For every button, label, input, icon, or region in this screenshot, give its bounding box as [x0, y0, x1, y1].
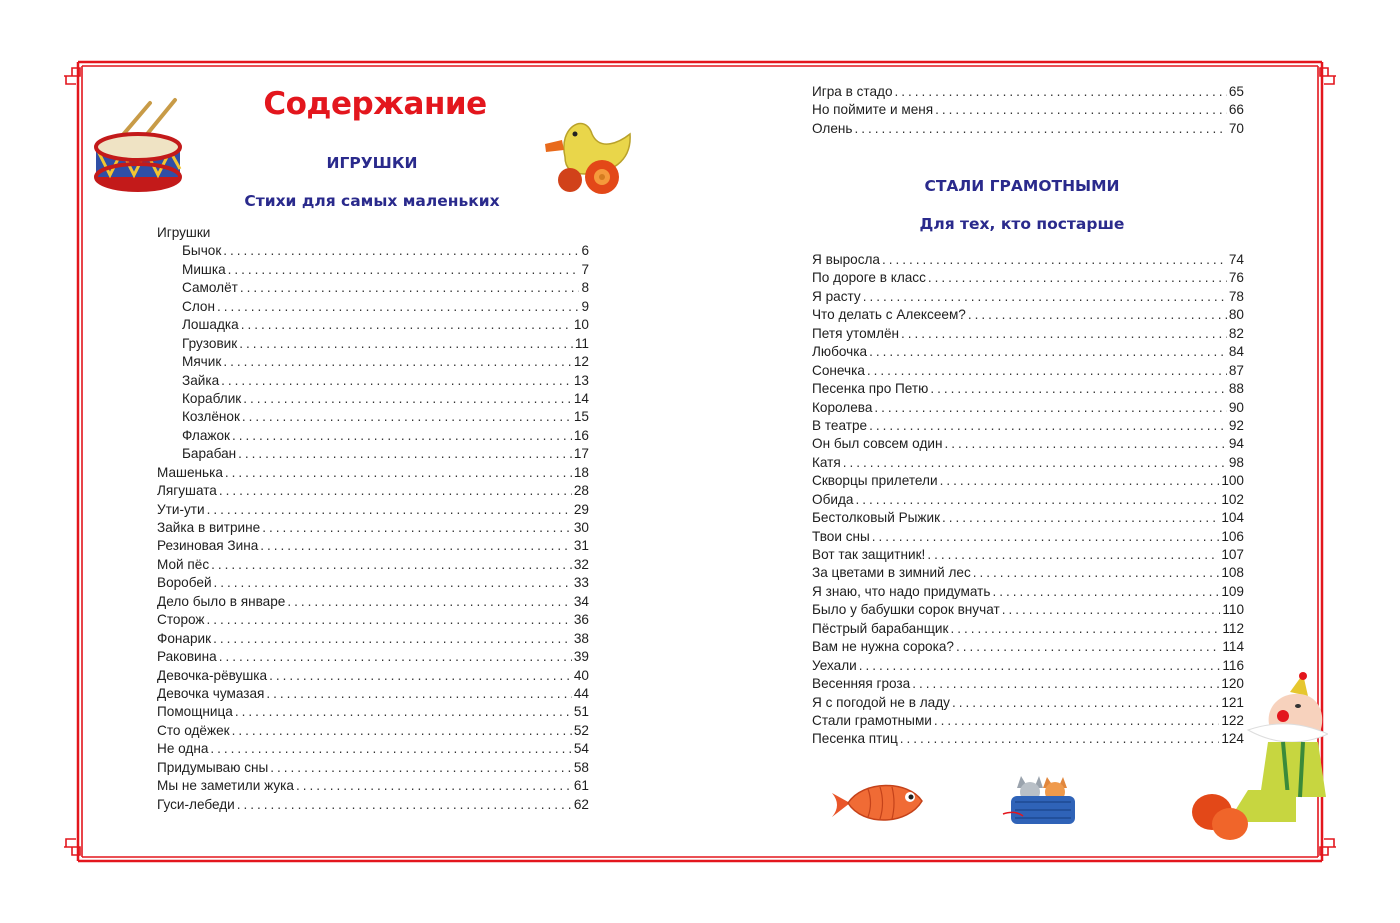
toc-entry-page: 58	[573, 759, 589, 775]
toc-dot-leader	[242, 408, 572, 426]
toc-entry-page: 8	[581, 280, 589, 296]
toc-entry-page: 30	[573, 520, 589, 535]
toc-entry-title: Но поймите и меня	[812, 102, 934, 118]
toc-entry-title: Вот так защитник!	[812, 547, 926, 562]
toc-entry-page: 32	[573, 556, 589, 572]
toc-dot-leader	[867, 362, 1227, 380]
toc-entry-title: Катя	[812, 454, 841, 470]
toc-dot-leader	[935, 101, 1227, 119]
toc-entry-page: 52	[573, 722, 589, 738]
toc-entry-title: Бычок	[182, 243, 222, 259]
toc-dot-leader	[901, 325, 1227, 343]
toc-entry-page: 44	[573, 685, 589, 701]
toc-dot-leader	[882, 251, 1227, 269]
toc-entry-title: Я выросла	[812, 252, 880, 267]
toc-entry	[157, 703, 589, 721]
section-subtitle-toys: Стихи для самых маленьких	[244, 192, 500, 210]
toc-entry-title: В театре	[812, 417, 868, 433]
toc-entry	[812, 528, 1244, 546]
toc-entry	[157, 427, 589, 445]
toc-dot-leader	[950, 620, 1220, 638]
toc-entry-title: Кораблик	[182, 390, 242, 406]
toc-entry-page: 102	[1221, 491, 1244, 507]
toc-entry-page: 70	[1228, 120, 1244, 136]
toc-entry-page: 33	[573, 575, 589, 591]
toc-entry-title: Он был совсем один	[812, 436, 943, 452]
toc-dot-leader	[262, 519, 572, 537]
toc-entry-page: 88	[1228, 381, 1244, 397]
toc-entry-page: 34	[573, 593, 589, 609]
toc-entry	[157, 740, 589, 758]
toc-entry-title: Твои сны	[812, 528, 870, 544]
toc-entry	[157, 537, 589, 555]
toc-entry	[157, 316, 589, 334]
toc-entry-page: 110	[1222, 602, 1244, 618]
cats-in-basket-icon	[995, 770, 1085, 825]
toc-entry-title: Машенька	[157, 464, 223, 480]
toc-entry	[812, 435, 1244, 453]
toc-dot-leader	[225, 464, 572, 482]
toc-dot-leader	[928, 269, 1227, 287]
toc-entry-page: 29	[573, 501, 589, 517]
toc-dot-leader	[940, 472, 1220, 490]
toc-entry	[812, 417, 1244, 435]
toc-entry	[157, 519, 589, 537]
section-title-literate: СТАЛИ ГРАМОТНЫМИ	[924, 177, 1120, 195]
toc-entry-title: Зайка в витрине	[157, 520, 261, 535]
toc-entry-title: Лошадка	[182, 317, 239, 333]
toc-entry-title: Резиновая Зина	[157, 538, 259, 554]
toc-entry-page: 92	[1228, 417, 1244, 433]
toc-entry	[812, 657, 1244, 675]
toc-dot-leader	[973, 564, 1220, 582]
toc-entry	[157, 261, 589, 279]
toc-entry	[157, 390, 589, 408]
toc-entry	[157, 759, 589, 777]
toc-entry-title: Мой пёс	[157, 556, 210, 572]
toc-entry-page: 65	[1228, 84, 1244, 99]
toc-entry	[812, 288, 1244, 306]
toc-entry-page: 39	[573, 649, 589, 665]
toc-entry	[812, 564, 1244, 582]
toc-dot-leader	[855, 491, 1219, 509]
toc-entry-page: 76	[1228, 270, 1244, 286]
toc-entry-page: 112	[1222, 620, 1244, 636]
toc-entry-page: 66	[1228, 102, 1244, 118]
toc-entry	[812, 362, 1244, 380]
toc-entry	[157, 796, 589, 814]
toc-entry	[157, 279, 589, 297]
toc-group-heading: Игрушки	[157, 225, 211, 240]
toc-entry-page: 7	[581, 261, 589, 277]
toc-entry-title: Уехали	[812, 657, 857, 673]
toc-entry-title: Грузовик	[182, 335, 238, 351]
toc-entry-title: Бестолковый Рыжик	[812, 510, 941, 526]
toc-entry-page: 122	[1221, 712, 1244, 728]
toc-entry-title: Сторож	[157, 612, 205, 628]
toc-entry-title: Было у бабушки сорок внучат	[812, 602, 1000, 618]
toc-entry-page: 40	[573, 667, 589, 683]
toc-entry-page: 31	[573, 538, 589, 554]
toc-entry-title: Сто одёжек	[157, 722, 230, 738]
toc-dot-leader	[228, 261, 580, 279]
toc-entry-title: Я с погодой не в ладу	[812, 694, 950, 710]
toc-entry	[157, 353, 589, 371]
toc-dot-leader	[213, 630, 572, 648]
toc-dot-leader	[235, 703, 572, 721]
toc-dot-leader	[270, 759, 572, 777]
toc-entry-page: 10	[573, 317, 589, 333]
toc-entry	[812, 675, 1244, 693]
toc-entry-page: 16	[573, 427, 589, 443]
toc-entry-page: 116	[1222, 657, 1244, 673]
toc-entry	[157, 408, 589, 426]
toc-entry-title: Фонарик	[157, 630, 212, 646]
toc-entry-title: Воробей	[157, 575, 212, 591]
toc-dot-leader	[221, 372, 572, 390]
toc-dot-leader	[219, 482, 572, 500]
toc-dot-leader	[232, 722, 572, 740]
toc-entry-title: Лягушата	[157, 483, 217, 499]
toc-entry-title: Не одна	[157, 741, 209, 757]
toc-dot-leader	[912, 675, 1219, 693]
toc-dot-leader	[869, 343, 1227, 361]
toc-entry	[812, 694, 1244, 712]
toc-entry	[157, 335, 589, 353]
toc-entry-title: Песенка птиц	[812, 731, 898, 747]
toc-entry	[157, 611, 589, 629]
toc-dot-leader	[243, 390, 572, 408]
toc-right-top	[812, 83, 1244, 138]
toc-entry-page: 82	[1228, 325, 1244, 341]
drum-icon	[90, 95, 185, 195]
toc-entry	[157, 556, 589, 574]
toc-dot-leader	[287, 593, 572, 611]
toc-dot-leader	[930, 380, 1227, 398]
toc-dot-leader	[942, 509, 1219, 527]
toc-entry	[812, 120, 1244, 138]
toc-entry-page: 17	[573, 446, 589, 462]
toc-entry-page: 124	[1221, 731, 1244, 747]
toc-entry-title: Гуси-лебеди	[157, 796, 235, 812]
toc-entry-title: Помощница	[157, 704, 233, 720]
toc-entry-title: Олень	[812, 120, 853, 136]
toc-entry-title: Обида	[812, 491, 854, 507]
toc-entry-page: 14	[573, 390, 589, 406]
toc-entry	[812, 399, 1244, 417]
toc-dot-leader	[296, 777, 572, 795]
toc-dot-leader	[869, 417, 1227, 435]
toc-entry	[157, 722, 589, 740]
toc-dot-leader	[237, 796, 572, 814]
toc-entry	[157, 630, 589, 648]
toc-entry-title: Раковина	[157, 649, 217, 665]
toc-entry-page: 28	[573, 483, 589, 499]
toc-entry-page: 6	[581, 243, 589, 259]
toc-entry	[157, 445, 589, 463]
toc-entry	[157, 777, 589, 795]
toc-right	[812, 251, 1244, 749]
toc-dot-leader	[217, 298, 579, 316]
toc-entry-page: 61	[573, 778, 589, 794]
toc-entry	[812, 620, 1244, 638]
toc-dot-leader	[239, 335, 573, 353]
toc-entry-title: Петя утомлён	[812, 325, 900, 341]
toc-entry	[812, 380, 1244, 398]
page-title: Содержание	[263, 86, 487, 122]
toc-entry-title: Девочка чумазая	[157, 685, 265, 701]
toc-dot-leader	[843, 454, 1227, 472]
toc-left	[157, 224, 589, 814]
toc-entry	[157, 464, 589, 482]
toc-entry	[812, 601, 1244, 619]
toc-dot-leader	[859, 657, 1221, 675]
toc-entry	[157, 372, 589, 390]
toc-entry-title: Игра в стадо	[812, 84, 893, 99]
toc-entry	[812, 269, 1244, 287]
toc-dot-leader	[956, 638, 1220, 656]
toc-entry	[812, 454, 1244, 472]
toc-dot-leader	[240, 279, 580, 297]
toc-entry	[812, 583, 1244, 601]
toc-entry	[812, 83, 1244, 101]
toc-entry	[812, 730, 1244, 748]
toc-entry-title: Зайка	[182, 372, 220, 388]
toc-entry-title: Ути-ути	[157, 501, 205, 517]
toc-entry	[157, 685, 589, 703]
toc-entry	[157, 298, 589, 316]
toc-dot-leader	[968, 306, 1227, 324]
toc-entry-title: Слон	[182, 298, 215, 314]
toc-entry-title: Песенка про Петю	[812, 381, 929, 397]
toc-entry-title: Придумываю сны	[157, 759, 269, 775]
toc-dot-leader	[223, 242, 579, 260]
toc-entry	[157, 574, 589, 592]
toc-entry	[812, 101, 1244, 119]
toc-dot-leader	[266, 685, 571, 703]
toc-entry-title: За цветами в зимний лес	[812, 565, 971, 581]
toc-entry-title: Мишка	[182, 261, 226, 277]
toc-entry	[157, 667, 589, 685]
toc-dot-leader	[207, 501, 572, 519]
toc-dot-leader	[952, 694, 1219, 712]
toc-entry-title: Флажок	[182, 427, 230, 443]
toc-entry-page: 12	[573, 354, 589, 370]
toc-entry	[812, 472, 1244, 490]
toc-entry-title: Я знаю, что надо придумать	[812, 583, 991, 599]
toc-entry-page: 36	[573, 612, 589, 628]
toc-entry	[812, 306, 1244, 324]
toc-entry-page: 84	[1228, 344, 1244, 360]
fish-toy-icon	[828, 775, 928, 830]
toc-entry-title: Любочка	[812, 344, 868, 360]
toc-entry-page: 15	[573, 409, 589, 425]
toc-entry-page: 100	[1221, 473, 1244, 489]
toc-entry	[157, 242, 589, 260]
toc-entry	[157, 482, 589, 500]
toc-entry-title: Что делать с Алексеем?	[812, 307, 966, 323]
toc-entry-page: 38	[573, 630, 589, 646]
toc-entry-page: 114	[1222, 639, 1244, 655]
toc-dot-leader	[211, 556, 572, 574]
toc-entry-title: Стали грамотными	[812, 712, 932, 728]
toc-entry-page: 98	[1228, 454, 1244, 470]
toc-dot-leader	[934, 712, 1219, 730]
toc-entry	[812, 638, 1244, 656]
toc-entry-page: 106	[1221, 528, 1244, 544]
toc-dot-leader	[927, 546, 1219, 564]
toc-dot-leader	[232, 427, 572, 445]
toc-entry	[812, 343, 1244, 361]
toc-entry-title: Скворцы прилетели	[812, 473, 938, 489]
toc-dot-leader	[214, 574, 572, 592]
toc-dot-leader	[219, 648, 572, 666]
toc-dot-leader	[855, 120, 1227, 138]
section-title-toys: ИГРУШКИ	[326, 154, 418, 172]
toc-dot-leader	[872, 528, 1220, 546]
toc-entry-title: По дороге в класс	[812, 270, 926, 286]
toc-entry-page: 109	[1221, 583, 1244, 599]
toc-entry-page: 13	[573, 372, 589, 388]
toc-entry-page: 9	[581, 298, 589, 314]
toc-entry	[812, 491, 1244, 509]
toc-entry-page: 94	[1228, 436, 1244, 452]
toc-dot-leader	[900, 730, 1220, 748]
toc-entry	[812, 509, 1244, 527]
toc-dot-leader	[210, 740, 571, 758]
toc-entry-title: Козлёнок	[182, 409, 240, 425]
toc-entry-page: 108	[1221, 565, 1244, 581]
toc-entry-title: Вам не нужна сорока?	[812, 639, 954, 655]
toc-dot-leader	[238, 445, 572, 463]
toc-entry-title: Дело было в январе	[157, 593, 286, 609]
toc-dot-leader	[944, 435, 1226, 453]
toc-entry-page: 54	[573, 741, 589, 757]
toc-entry-page: 80	[1228, 307, 1244, 323]
toc-dot-leader	[223, 353, 572, 371]
toc-entry	[812, 325, 1244, 343]
toc-entry-title: Я расту	[812, 288, 861, 304]
toc-entry-title: Самолёт	[182, 280, 238, 296]
toc-entry-page: 104	[1221, 510, 1244, 526]
toc-entry-title: Девочка-рёвушка	[157, 667, 268, 683]
toc-entry-page: 18	[573, 464, 589, 480]
toc-entry-page: 120	[1221, 676, 1244, 692]
toc-entry	[157, 648, 589, 666]
toc-dot-leader	[874, 399, 1226, 417]
toc-dot-leader	[895, 83, 1227, 101]
toc-dot-leader	[269, 667, 572, 685]
toc-dot-leader	[863, 288, 1227, 306]
toc-entry-page: 90	[1228, 399, 1244, 415]
section-subtitle-literate: Для тех, кто постарше	[919, 215, 1125, 233]
toc-dot-leader	[1002, 601, 1221, 619]
clown-doll-icon	[1188, 672, 1328, 842]
toc-entry-page: 62	[573, 796, 589, 812]
toc-entry-title: Королева	[812, 399, 873, 415]
toc-entry-title: Пёстрый барабанщик	[812, 620, 949, 636]
toc-entry-page: 51	[573, 704, 589, 720]
toc-entry	[157, 501, 589, 519]
toc-dot-leader	[260, 537, 572, 555]
toc-entry-page: 78	[1228, 288, 1244, 304]
duck-toy-icon	[540, 112, 640, 197]
toc-dot-leader	[992, 583, 1219, 601]
toc-dot-leader	[241, 316, 572, 334]
toc-entry-title: Мы не заметили жука	[157, 778, 294, 794]
toc-entry-page: 107	[1221, 547, 1244, 562]
toc-entry-page: 11	[574, 335, 589, 351]
toc-dot-leader	[207, 611, 572, 629]
toc-entry	[157, 593, 589, 611]
toc-entry-page: 74	[1228, 252, 1244, 267]
toc-entry-page: 87	[1228, 362, 1244, 378]
toc-entry-title: Весенняя гроза	[812, 676, 911, 692]
toc-entry-title: Сонечка	[812, 362, 865, 378]
toc-entry-title: Мячик	[182, 354, 222, 370]
toc-entry	[812, 546, 1244, 564]
toc-entry	[812, 712, 1244, 730]
toc-entry	[812, 251, 1244, 269]
toc-entry-page: 121	[1221, 694, 1244, 710]
toc-entry-title: Барабан	[182, 446, 237, 462]
